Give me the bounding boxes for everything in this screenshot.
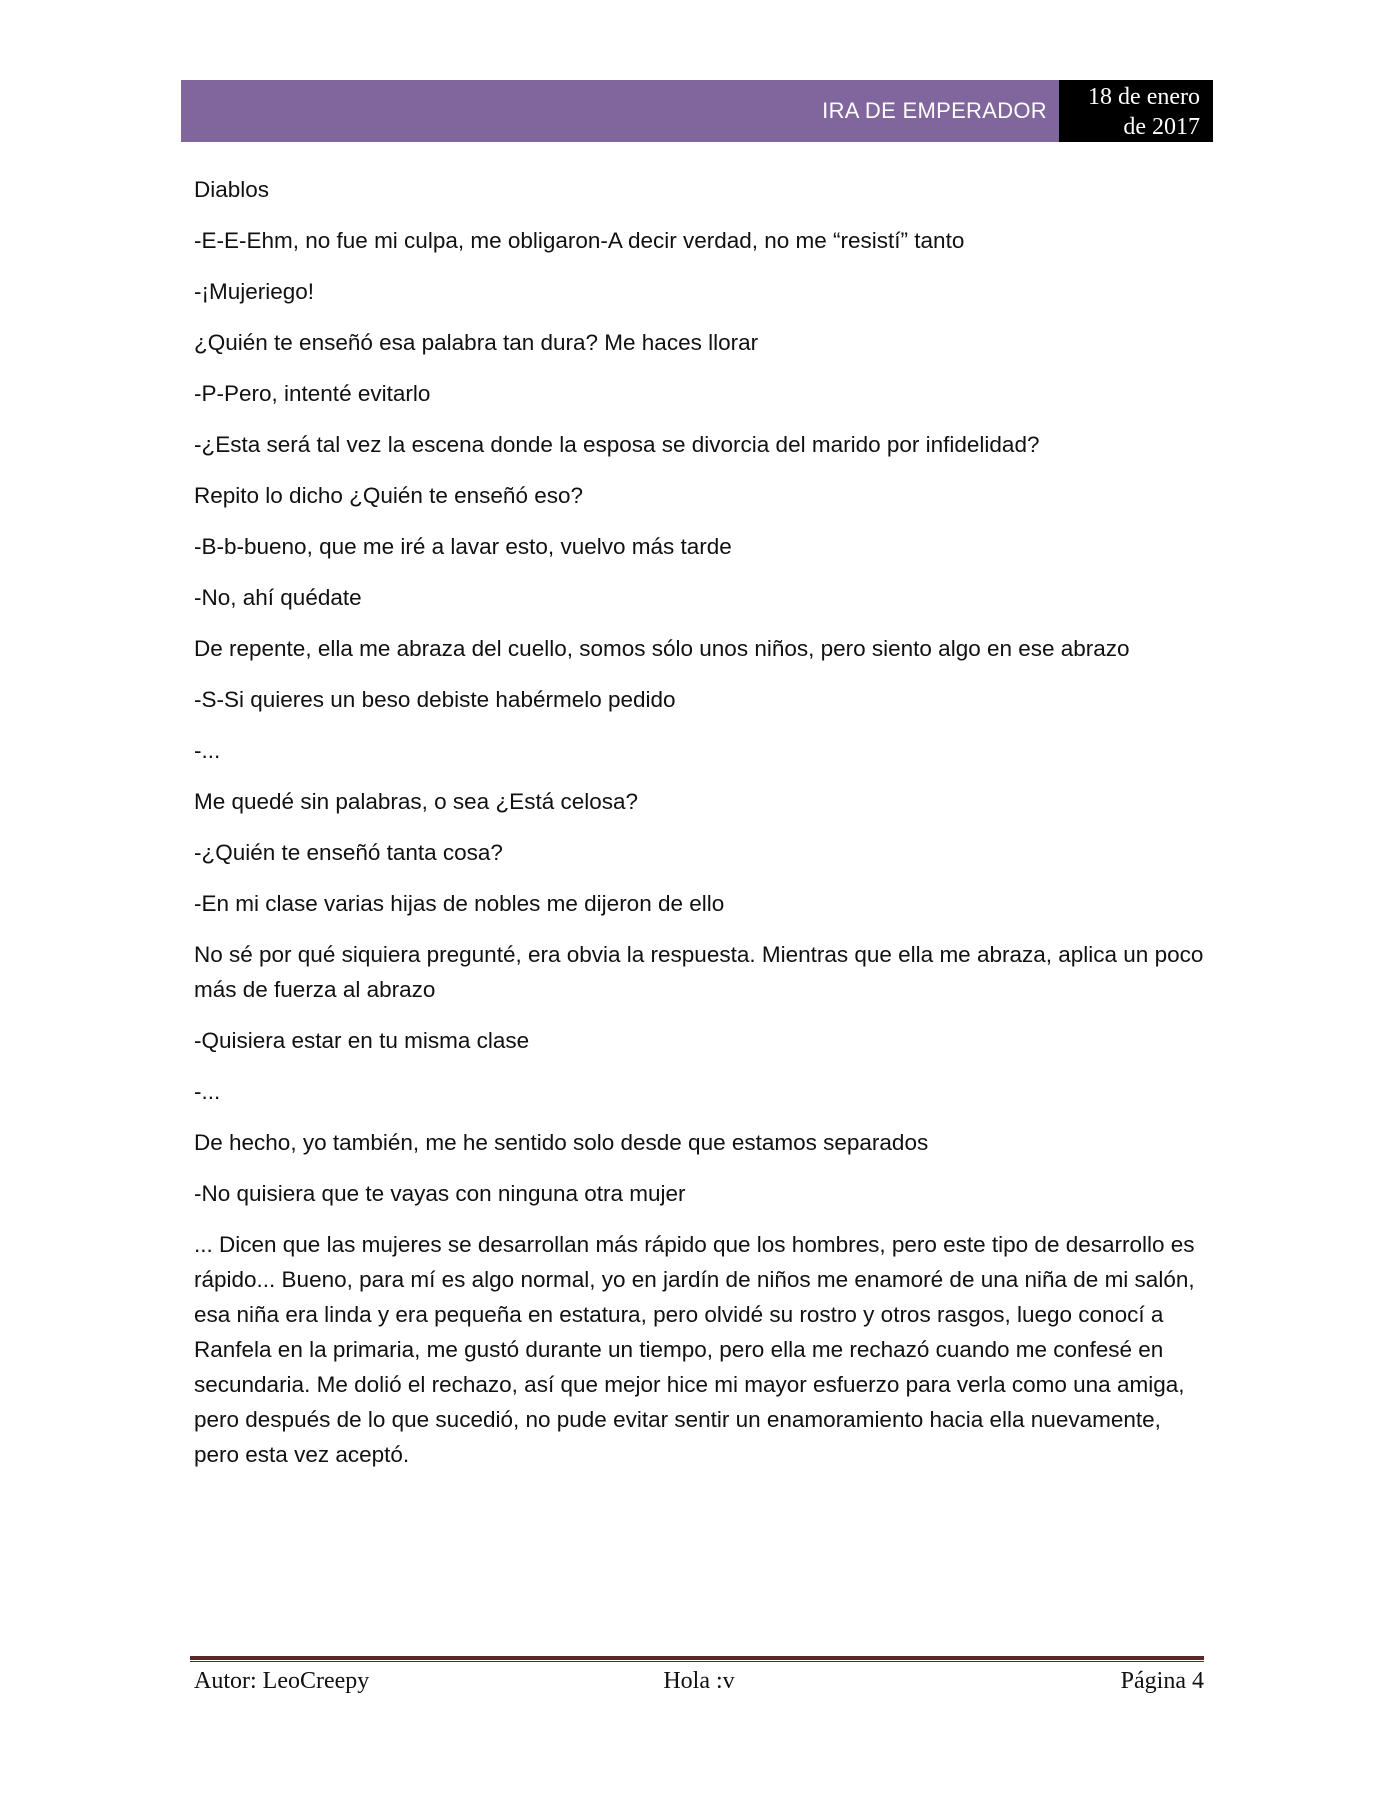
paragraph: Diablos (194, 177, 270, 202)
paragraph: -E-E-Ehm, no fue mi culpa, me obligaron-A decir verdad, no me “resistí” tanto (194, 228, 965, 253)
page-header (181, 80, 1213, 142)
paragraph: -... (194, 738, 221, 763)
footer-rule (190, 1656, 1204, 1662)
paragraph: -¿Quién te enseñó tanta cosa? (194, 840, 503, 865)
paragraph: -... (194, 1079, 221, 1104)
paragraph: ¿Quién te enseñó esa palabra tan dura? Me haces llorar (194, 330, 759, 355)
document-title: IRA DE EMPERADOR (822, 98, 1047, 123)
paragraph: -En mi clase varias hijas de nobles me dijeron de ello (194, 891, 725, 916)
date-line-1: 18 de enero (1088, 84, 1200, 110)
paragraph: Repito lo dicho ¿Quién te enseñó eso? (194, 483, 584, 508)
paragraph: -No quisiera que te vayas con ninguna otra mujer (194, 1181, 686, 1206)
footer-page-number: Página 4 (1120, 1668, 1204, 1694)
paragraph: Me quedé sin palabras, o sea ¿Está celosa? (194, 789, 639, 814)
footer-center-text: Hola :v (663, 1668, 735, 1694)
document-body (194, 172, 1204, 1472)
paragraph: -Quisiera estar en tu misma clase (194, 1028, 530, 1053)
paragraph: -S-Si quieres un beso debiste habérmelo pedido (194, 687, 676, 712)
paragraph: -No, ahí quédate (194, 585, 362, 610)
page-footer (194, 1668, 1204, 1702)
paragraph: No sé por qué siquiera pregunté, era obvia la respuesta. Mientras que ella me abraza, aplica un poco más de fuerza al abrazo (194, 942, 1204, 1002)
footer-author: Autor: LeoCreepy (194, 1668, 370, 1694)
paragraph: De repente, ella me abraza del cuello, somos sólo unos niños, pero siento algo en ese abrazo (194, 636, 1130, 661)
paragraph: De hecho, yo también, me he sentido solo desde que estamos separados (194, 1130, 929, 1155)
paragraph: -B-b-bueno, que me iré a lavar esto, vuelvo más tarde (194, 534, 732, 559)
paragraph: -P-Pero, intenté evitarlo (194, 381, 431, 406)
header-title-bar (181, 80, 1059, 142)
date-line-2: de 2017 (1123, 114, 1200, 140)
paragraph: -¿Esta será tal vez la escena donde la esposa se divorcia del marido por infidelidad? (194, 432, 1040, 457)
header-date (1059, 80, 1213, 142)
paragraph: ... Dicen que las mujeres se desarrollan más rápido que los hombres, pero este tipo de desarrollo es rápido... Bueno, para mí es algo normal, yo en jardín de niños me enamoré de una niña de mi salón, esa niña era linda y era pequeña en estatura, pero olvidé su rostro y otros rasgos, luego conocí a Ranfela en la primaria, me gustó durante un tiempo, pero ella me rechazó cuando me confesé en secundaria. Me dolió el rechazo, así que mejor hice mi mayor esfuerzo para verla como una amiga, pero después de lo que sucedió, no pude evitar sentir un enamoramiento hacia ella nuevamente, pero esta vez aceptó. (194, 1232, 1195, 1467)
paragraph: -¡Mujeriego! (194, 279, 315, 304)
